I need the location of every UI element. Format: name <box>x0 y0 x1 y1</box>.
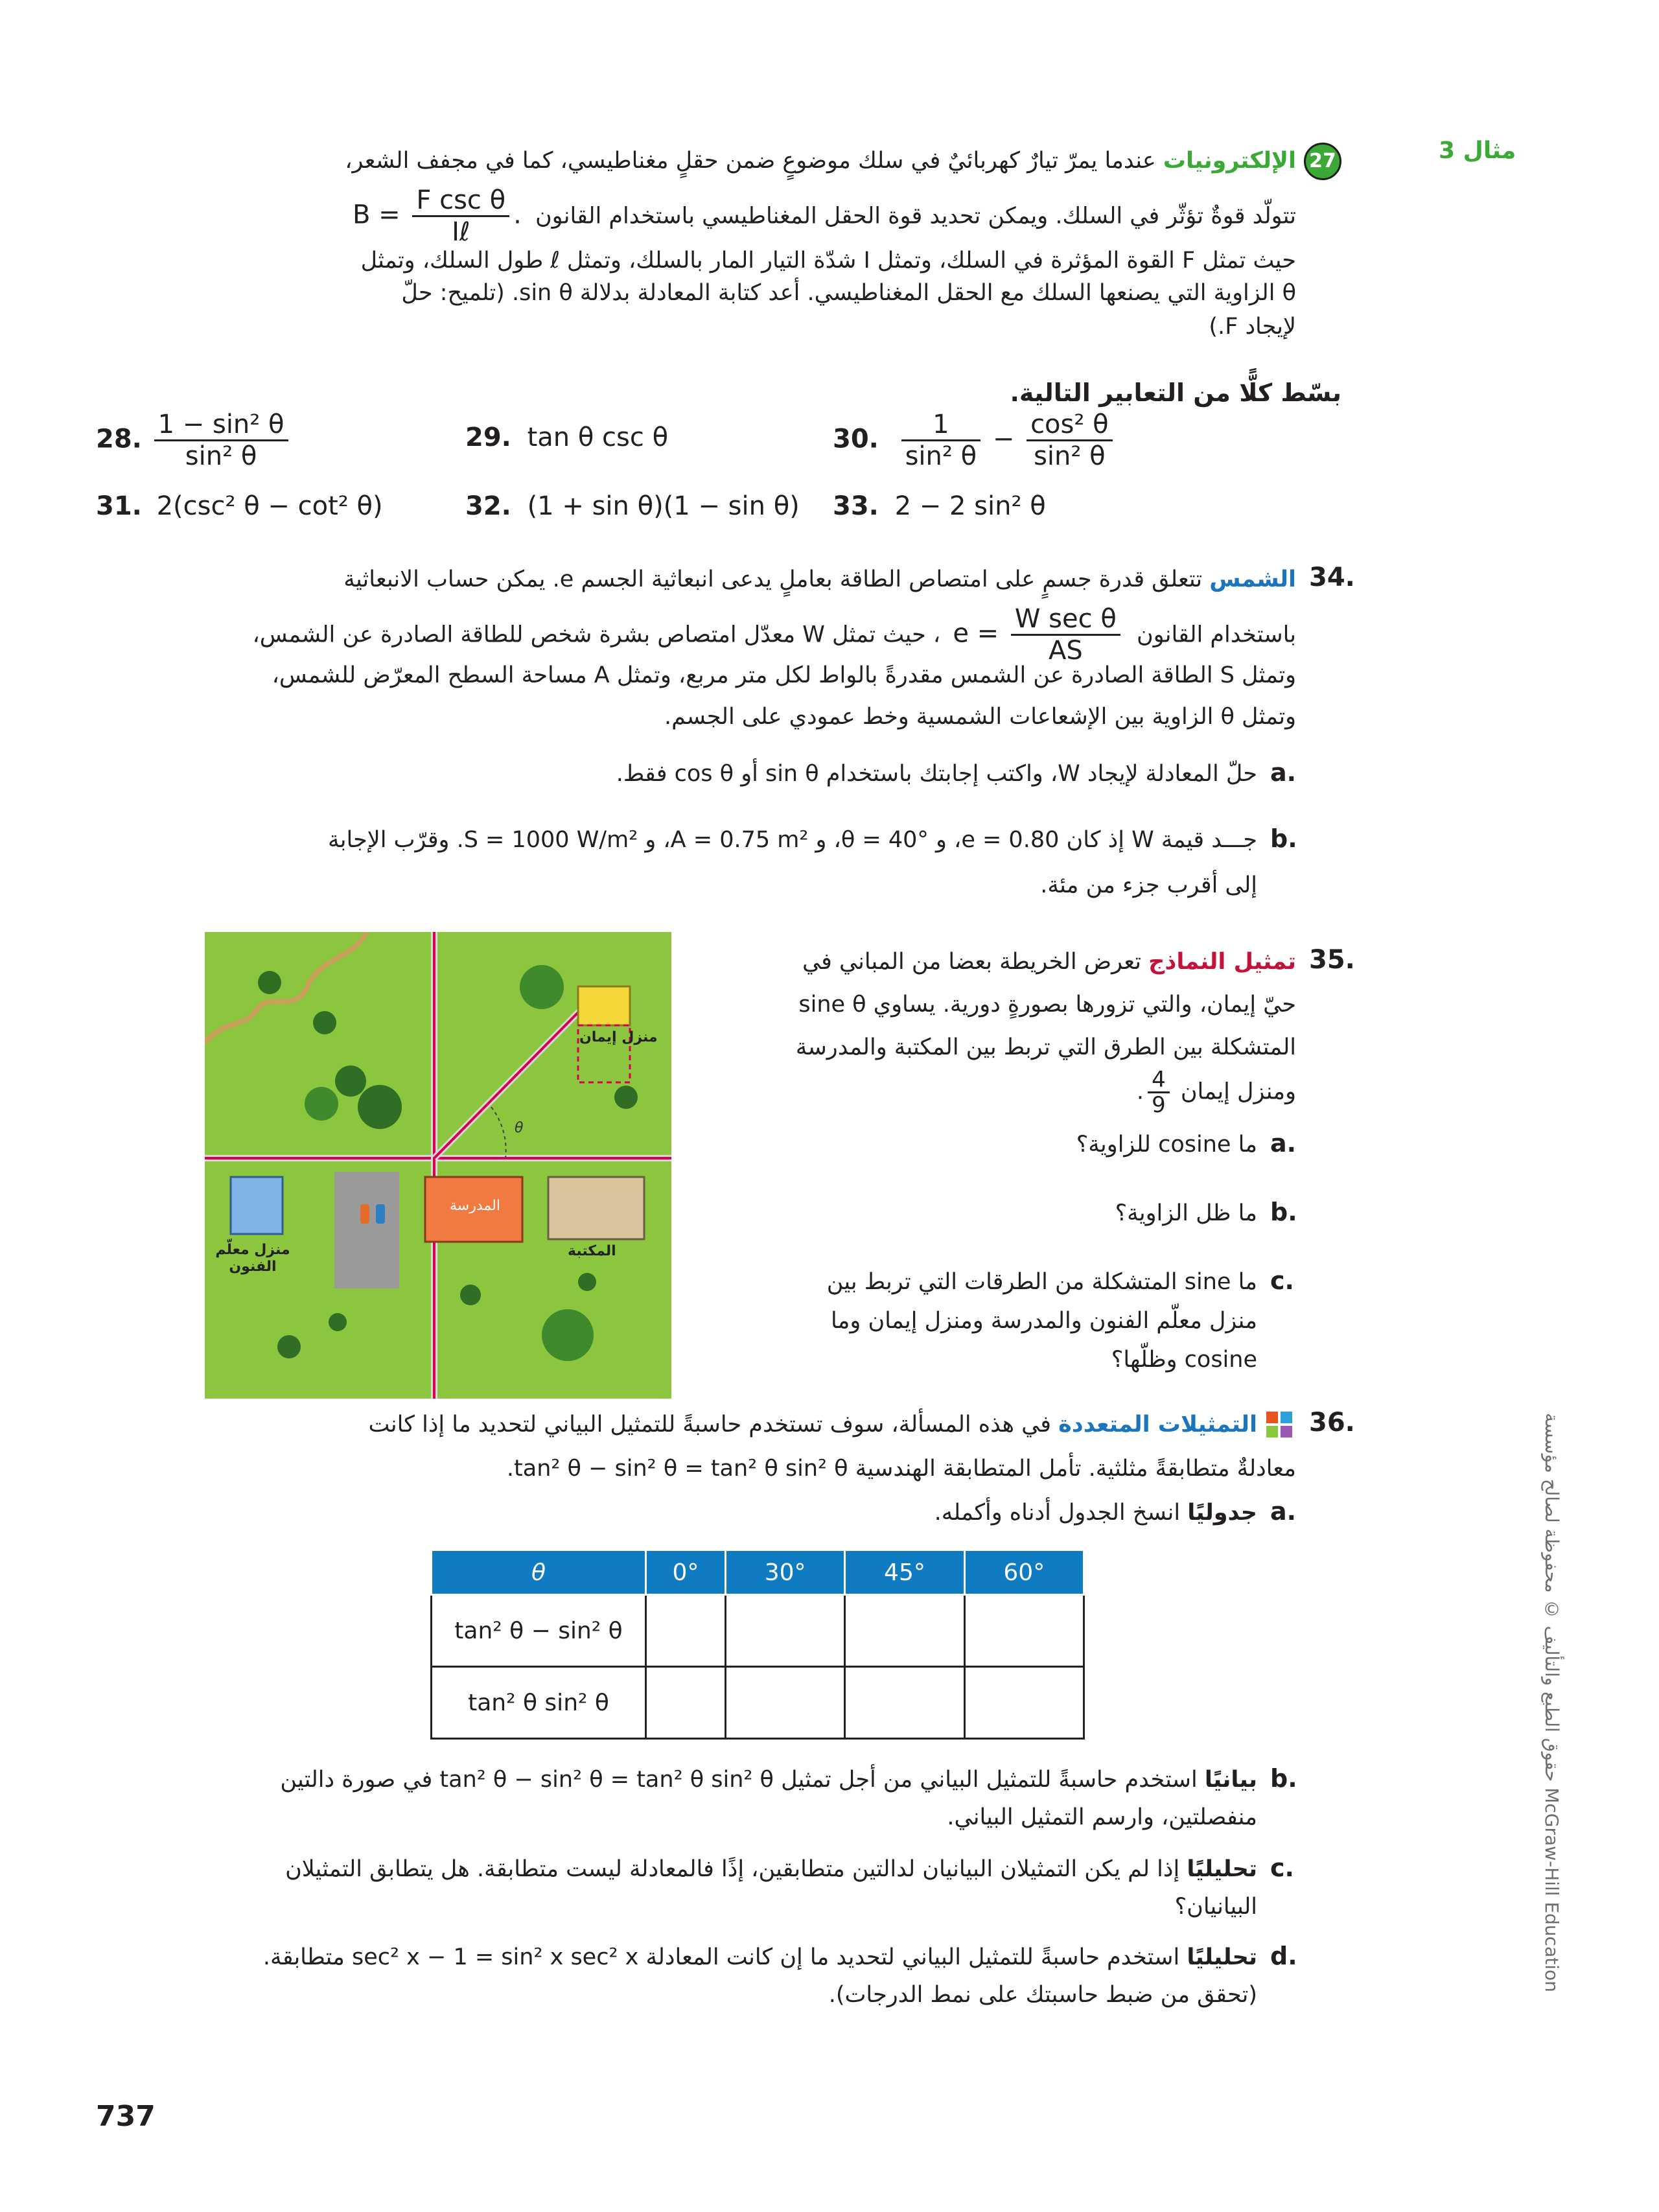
question-35a-text: ما cosine للزاوية؟ <box>1076 1132 1257 1158</box>
exercise-number: 28. <box>96 424 142 454</box>
question-27-badge: 27 <box>1304 143 1341 180</box>
table-cell <box>964 1667 1084 1739</box>
question-34-text2a: باستخدام القانون <box>1136 622 1296 648</box>
question-35-number: 35. <box>1309 945 1355 975</box>
page-number: 737 <box>96 2100 156 2133</box>
table-row-label: tan² θ sin² θ <box>432 1667 646 1739</box>
question-27-text2: تتولّد قوةٌ تؤثّر في السلك. ويمكن تحديد قوة الحقل المغناطيسي باستخدام القانون <box>535 203 1296 229</box>
question-36b-line2: منفصلتين، وارسم التمثيل البياني. <box>947 1804 1257 1830</box>
question-34-line3: وتمثل S الطاقة الصادرة عن الشمس مقدرةً بالواط لكل متر مربع، وتمثل A مساحة السطح المعرّض للشمس، <box>272 662 1296 688</box>
map-graphic <box>205 932 671 1399</box>
exercise-31 <box>96 491 383 521</box>
question-36a-text: انسخ الجدول أدناه وأكمله. <box>934 1500 1181 1526</box>
table-row <box>432 1667 1084 1739</box>
question-35-line2: حيّ إيمان، والتي تزورها بصورةٍ دورية. يساوي sine θ <box>798 992 1296 1018</box>
question-36-line1 <box>156 1403 1257 1447</box>
simplify-heading: بسّط كلًّا من التعابير التالية. <box>1010 378 1341 407</box>
question-36c-text: إذا لم يكن التمثيلان البيانيان لدالتين متطابقين، إذًا فالمعادلة ليست متطابقة. هل يتطابق التمثيلان <box>285 1856 1180 1882</box>
exercise-29 <box>465 423 668 452</box>
exercise-28 <box>96 410 292 471</box>
question-36c-title: تحليليًا <box>1187 1856 1257 1882</box>
exercise-30-operator: − <box>992 424 1015 454</box>
exercise-number: 32. <box>465 491 511 521</box>
map-label-eman-house: منزل إيمان <box>579 1029 658 1045</box>
question-27-line3: حيث تمثل F القوة المؤثرة في السلك، وتمثل I شدّة التيار المار بالسلك، وتمثل ℓ طول السلك، وتمثل <box>360 248 1296 274</box>
question-34b-text2: إلى أقرب جزء من مئة. <box>1040 872 1257 898</box>
formula-denominator: Iℓ <box>452 217 470 247</box>
table-cell <box>845 1667 964 1739</box>
formula-numerator: W sec θ <box>1011 604 1120 636</box>
question-35a-label: a. <box>1270 1129 1297 1158</box>
question-36a-label: a. <box>1270 1497 1297 1526</box>
fraction-numerator: 4 <box>1148 1068 1170 1093</box>
exercise-28-denominator: sin² θ <box>185 441 257 471</box>
question-34a-label: a. <box>1270 758 1297 787</box>
question-35c-label: c. <box>1270 1266 1294 1295</box>
question-36d-label: d. <box>1270 1942 1297 1970</box>
exercise-30-denominator1: sin² θ <box>905 441 977 471</box>
question-36-line2: معادلةٌ متطابقةً مثلثية. تأمل المتطابقة الهندسية tan² θ − sin² θ = tan² θ sin² θ. <box>506 1456 1296 1482</box>
question-35-text4: ومنزل إيمان <box>1180 1078 1296 1105</box>
question-36-title: التمثيلات المتعددة <box>1058 1412 1257 1438</box>
question-36-text1: في هذه المسألة، سوف تستخدم حاسبةً للتمثيل البياني لتحديد ما إذا كانت <box>368 1412 1051 1438</box>
copyright-side-text: حقوق الطبع والتأليف © محفوظة لصالح مؤسسة McGraw-Hill Education <box>1541 1413 1562 1992</box>
question-34-text1: تتعلق قدرة جسمٍ على امتصاص الطاقة بعاملٍ يدعى انبعاثية الجسم e. يمكن حساب الانبعاثية <box>343 566 1203 592</box>
table-cell <box>646 1667 726 1739</box>
exercise-30-denominator2: sin² θ <box>1034 441 1106 471</box>
exercise-30-numerator2: cos² θ <box>1027 410 1113 441</box>
question-35-line1 <box>713 940 1296 984</box>
formula-lhs: e = <box>953 618 999 649</box>
question-36d-title: تحليليًا <box>1187 1944 1257 1970</box>
question-36b-title: بيانيًا <box>1204 1767 1257 1793</box>
question-34-line4: وتمثل θ الزاوية بين الإشعاعات الشمسية وخط عمودي على الجسم. <box>664 704 1296 730</box>
question-36d-text: استخدم حاسبةً للتمثيل البياني لتحديد ما إن كانت المعادلة sec² x − 1 = sin² x sec² x متطابقة. <box>262 1944 1180 1970</box>
question-27-line2 <box>194 185 1296 247</box>
question-27-line4: θ الزاوية التي يصنعها السلك مع الحقل المغناطيسي. أعد كتابة المعادلة بدلالة sin θ. (تلميح: حلّ <box>401 280 1296 306</box>
question-27-text1: عندما يمرّ تيارٌ كهربائيٌ في سلك موضوعٍ ضمن حقلٍ مغناطيسي، كما في مجفف الشعر، <box>345 148 1156 174</box>
exercise-32 <box>465 491 800 521</box>
exercise-number: 31. <box>96 491 142 521</box>
question-34-text2b: ، حيث تمثل W معدّل امتصاص بشرة شخص للطاقة الصادرة عن الشمس، <box>252 622 941 648</box>
question-34-line1 <box>156 557 1296 601</box>
exercise-number: 29. <box>465 423 511 452</box>
question-27-line1 <box>194 139 1296 183</box>
question-35c-line1: ما sine المتشكلة من الطرقات التي تربط بين <box>826 1269 1257 1295</box>
table-cell <box>845 1595 964 1667</box>
values-table <box>430 1549 1085 1740</box>
example-reference: مثال 3 <box>1439 137 1516 164</box>
question-35-line3: المتشكلة بين الطرق التي تربط بين المكتبة والمدرسة <box>795 1034 1296 1060</box>
question-35-text1: تعرض الخريطة بعضا من المباني في <box>802 949 1142 975</box>
question-36a-title: جدوليًا <box>1187 1500 1257 1526</box>
question-35b-label: b. <box>1270 1198 1297 1226</box>
table-header-60: 60° <box>964 1550 1084 1595</box>
question-34-number: 34. <box>1309 563 1355 592</box>
question-27-line5: لإيجاد F.) <box>1209 314 1296 340</box>
question-36-number: 36. <box>1309 1408 1355 1438</box>
question-35-line4: ومنزل إيمان $\frac{4}{9}$ . <box>1136 1067 1296 1118</box>
exercise-29-expression: tan θ csc θ <box>527 423 669 452</box>
question-36a-line <box>285 1491 1257 1535</box>
multiple-representations-icon <box>1265 1410 1294 1439</box>
question-34b-label: b. <box>1270 824 1297 853</box>
map-label-library: المكتبة <box>568 1243 616 1259</box>
exercise-number: 33. <box>833 491 879 521</box>
question-36c-label: c. <box>1270 1854 1294 1882</box>
table-header-row <box>432 1550 1084 1595</box>
formula-numerator: F csc θ <box>412 185 509 217</box>
question-35-title: تمثيل النماذج <box>1148 949 1296 975</box>
exercise-33-expression: 2 − 2 sin² θ <box>894 491 1046 521</box>
formula-lhs: B = <box>352 200 400 230</box>
table-header-30: 30° <box>725 1550 844 1595</box>
question-34a-text: حلّ المعادلة لإيجاد W، واكتب إجابتك باستخدام sin θ أو cos θ فقط. <box>616 761 1257 787</box>
exercise-number: 30. <box>833 424 879 454</box>
question-35c-line3: cosine وظلّها؟ <box>1111 1347 1257 1373</box>
question-36d-line2: (تحقق من ضبط حاسبتك على نمط الدرجات). <box>828 1982 1257 2008</box>
table-cell <box>646 1595 726 1667</box>
table-cell <box>725 1595 844 1667</box>
table-header-0: 0° <box>646 1550 726 1595</box>
question-35c-line2: منزل معلّم الفنون والمدرسة ومنزل إيمان وما <box>831 1308 1257 1334</box>
table-row-label: tan² θ − sin² θ <box>432 1595 646 1667</box>
question-36b-label: b. <box>1270 1764 1297 1793</box>
exercise-32-expression: (1 + sin θ)(1 − sin θ) <box>527 491 800 521</box>
formula-denominator: AS <box>1048 636 1083 666</box>
exercise-30-numerator1: 1 <box>901 410 981 441</box>
map-label-art-teacher-house: منزل معلّم الفنون <box>215 1242 290 1275</box>
exercise-33 <box>833 491 1046 521</box>
question-34-title: الشمس <box>1209 566 1296 592</box>
question-36b-text: استخدم حاسبةً للتمثيل البياني من أجل تمثيل tan² θ − sin² θ = tan² θ sin² θ في صورة دالتين <box>280 1767 1198 1793</box>
table-cell <box>964 1595 1084 1667</box>
question-35b-text: ما ظل الزاوية؟ <box>1115 1200 1257 1226</box>
exercise-30 <box>833 410 1117 471</box>
exercise-28-numerator: 1 − sin² θ <box>154 410 288 441</box>
map-label-theta: θ <box>515 1120 524 1136</box>
question-27-title: الإلكترونيات <box>1163 148 1296 174</box>
exercise-31-expression: 2(csc² θ − cot² θ) <box>156 491 383 521</box>
map-label-school: المدرسة <box>450 1198 500 1214</box>
question-27-formula: B = $\frac{\text{F csc θ}}{\text{Iℓ}}$ . <box>352 185 522 247</box>
table-row <box>432 1595 1084 1667</box>
fraction-denominator: 9 <box>1152 1092 1166 1118</box>
question-34b-text: جـــد قيمة W إذ كان e = 0.80، و θ = 40°، و A = 0.75 m²، و S = 1000 W/m². وقرّب الإجابة <box>327 827 1257 853</box>
neighborhood-map <box>205 932 671 1399</box>
table-header-45: 45° <box>845 1550 964 1595</box>
table-cell <box>725 1667 844 1739</box>
table-header-theta: θ <box>432 1550 646 1595</box>
question-36c-line2: البيانيان؟ <box>1174 1894 1257 1920</box>
